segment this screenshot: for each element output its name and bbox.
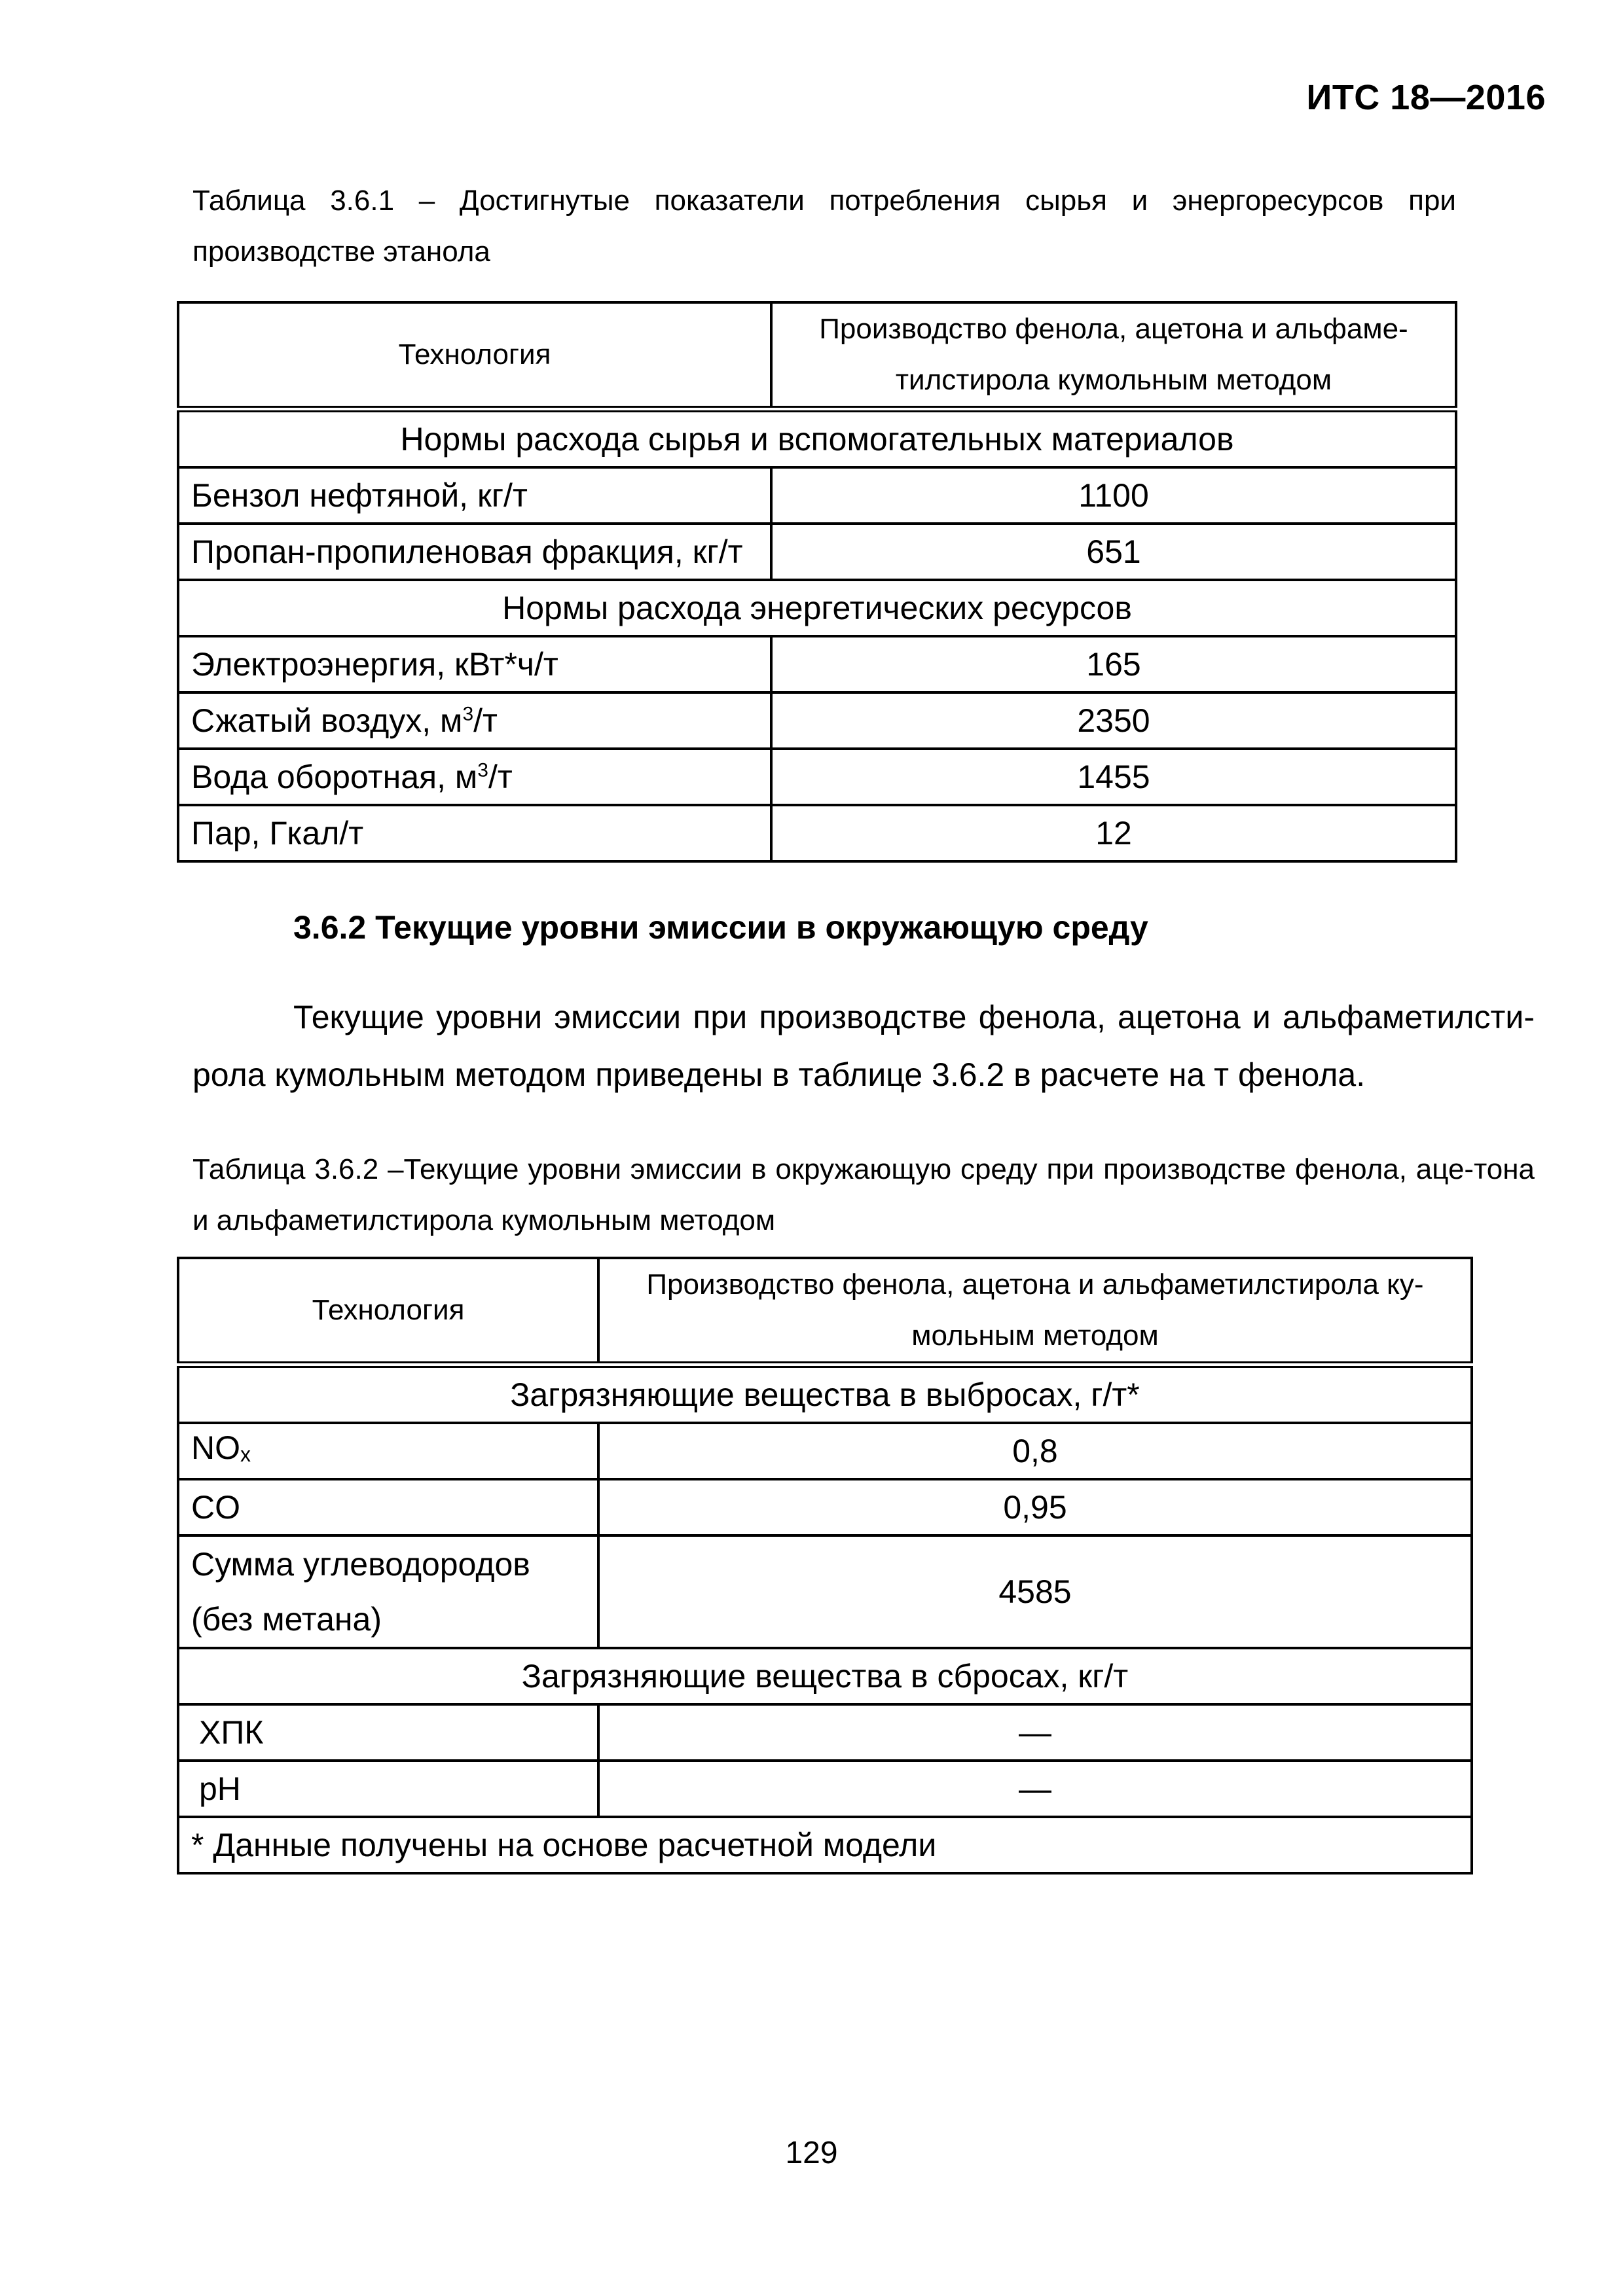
row-label	[178, 1423, 598, 1479]
table2-header-production: Производство фенола, ацетона и альфаметилстирола ку-мольным методом	[598, 1258, 1472, 1365]
row-label: Пар, Гкал/т	[178, 805, 771, 861]
row-label: Электроэнергия, кВт*ч/т	[178, 636, 771, 692]
table2-header-row	[178, 1258, 1472, 1365]
row-label: Бензол нефтяной, кг/т	[178, 467, 771, 524]
row-label-text: NO	[191, 1429, 240, 1466]
table-row	[178, 1479, 1472, 1535]
table1-caption: Таблица 3.6.1 – Достигнутые показатели потребления сырья и энергоресурсов при производстве этанола	[192, 185, 1456, 268]
table1-header-row	[178, 302, 1456, 409]
subscript: x	[240, 1443, 251, 1466]
row-label-text: Сжатый воздух, м	[191, 702, 463, 739]
table1-consumption	[177, 301, 1457, 863]
table2-section-row	[178, 1365, 1472, 1423]
row-label	[178, 749, 771, 805]
table1-section-raw-materials: Нормы расхода сырья и вспомогательных материалов	[178, 409, 1456, 467]
table-row	[178, 805, 1456, 861]
table2-footnote-row	[178, 1817, 1472, 1873]
row-value: 4585	[598, 1535, 1472, 1648]
table-row	[178, 524, 1456, 580]
table1-header-production: Производство фенола, ацетона и альфаме-тилстирола кумольным методом	[771, 302, 1456, 409]
table-row	[178, 1535, 1472, 1648]
table1-header-technology: Технология	[178, 302, 771, 409]
row-value: 1100	[771, 467, 1456, 524]
table-row	[178, 692, 1456, 749]
table2-caption: Таблица 3.6.2 –Текущие уровни эмиссии в окружающую среду при производстве фенола, аце-тона и альфаметилстирола кумольным методом	[192, 1153, 1535, 1236]
document-code: ИТС 18—2016	[1306, 78, 1546, 117]
table-row	[178, 1704, 1472, 1761]
superscript: 3	[477, 759, 488, 781]
row-label: Пропан-пропиленовая фракция, кг/т	[178, 524, 771, 580]
row-label-unit: /т	[488, 759, 513, 795]
table2-emissions	[177, 1257, 1473, 1874]
row-label: CO	[178, 1479, 598, 1535]
row-value: 2350	[771, 692, 1456, 749]
table-footnote: * Данные получены на основе расчетной модели	[178, 1817, 1472, 1873]
table-row	[178, 636, 1456, 692]
row-value: 0,95	[598, 1479, 1472, 1535]
row-value: —	[598, 1704, 1472, 1761]
body-paragraph: Текущие уровни эмиссии при производстве фенола, ацетона и альфаметилсти-рола кумольным методом приведены в таблице 3.6.2 в расчете на т фенола.	[192, 999, 1535, 1093]
row-value: 12	[771, 805, 1456, 861]
table2-header-technology: Технология	[178, 1258, 598, 1365]
table2-section-air: Загрязняющие вещества в выбросах, г/т*	[178, 1365, 1472, 1423]
section-heading: 3.6.2 Текущие уровни эмиссии в окружающую среду	[293, 909, 1148, 946]
row-label-unit: /т	[473, 702, 498, 739]
row-label: pH	[178, 1761, 598, 1817]
table2-section-water: Загрязняющие вещества в сбросах, кг/т	[178, 1648, 1472, 1704]
row-value: 1455	[771, 749, 1456, 805]
row-label	[178, 692, 771, 749]
row-value: 651	[771, 524, 1456, 580]
superscript: 3	[462, 703, 474, 725]
table1-section-row	[178, 580, 1456, 636]
row-label: ХПК	[178, 1704, 598, 1761]
row-label-text: Вода оборотная, м	[191, 759, 478, 795]
table1-section-energy: Нормы расхода энергетических ресурсов	[178, 580, 1456, 636]
table-row	[178, 467, 1456, 524]
table-row	[178, 1761, 1472, 1817]
row-value: 165	[771, 636, 1456, 692]
row-label: Сумма углеводородов (без метана)	[178, 1535, 598, 1648]
page-number: 129	[785, 2136, 838, 2170]
row-value: —	[598, 1761, 1472, 1817]
table-row	[178, 749, 1456, 805]
table1-section-row	[178, 409, 1456, 467]
row-value: 0,8	[598, 1423, 1472, 1479]
table2-section-row	[178, 1648, 1472, 1704]
table-row	[178, 1423, 1472, 1479]
